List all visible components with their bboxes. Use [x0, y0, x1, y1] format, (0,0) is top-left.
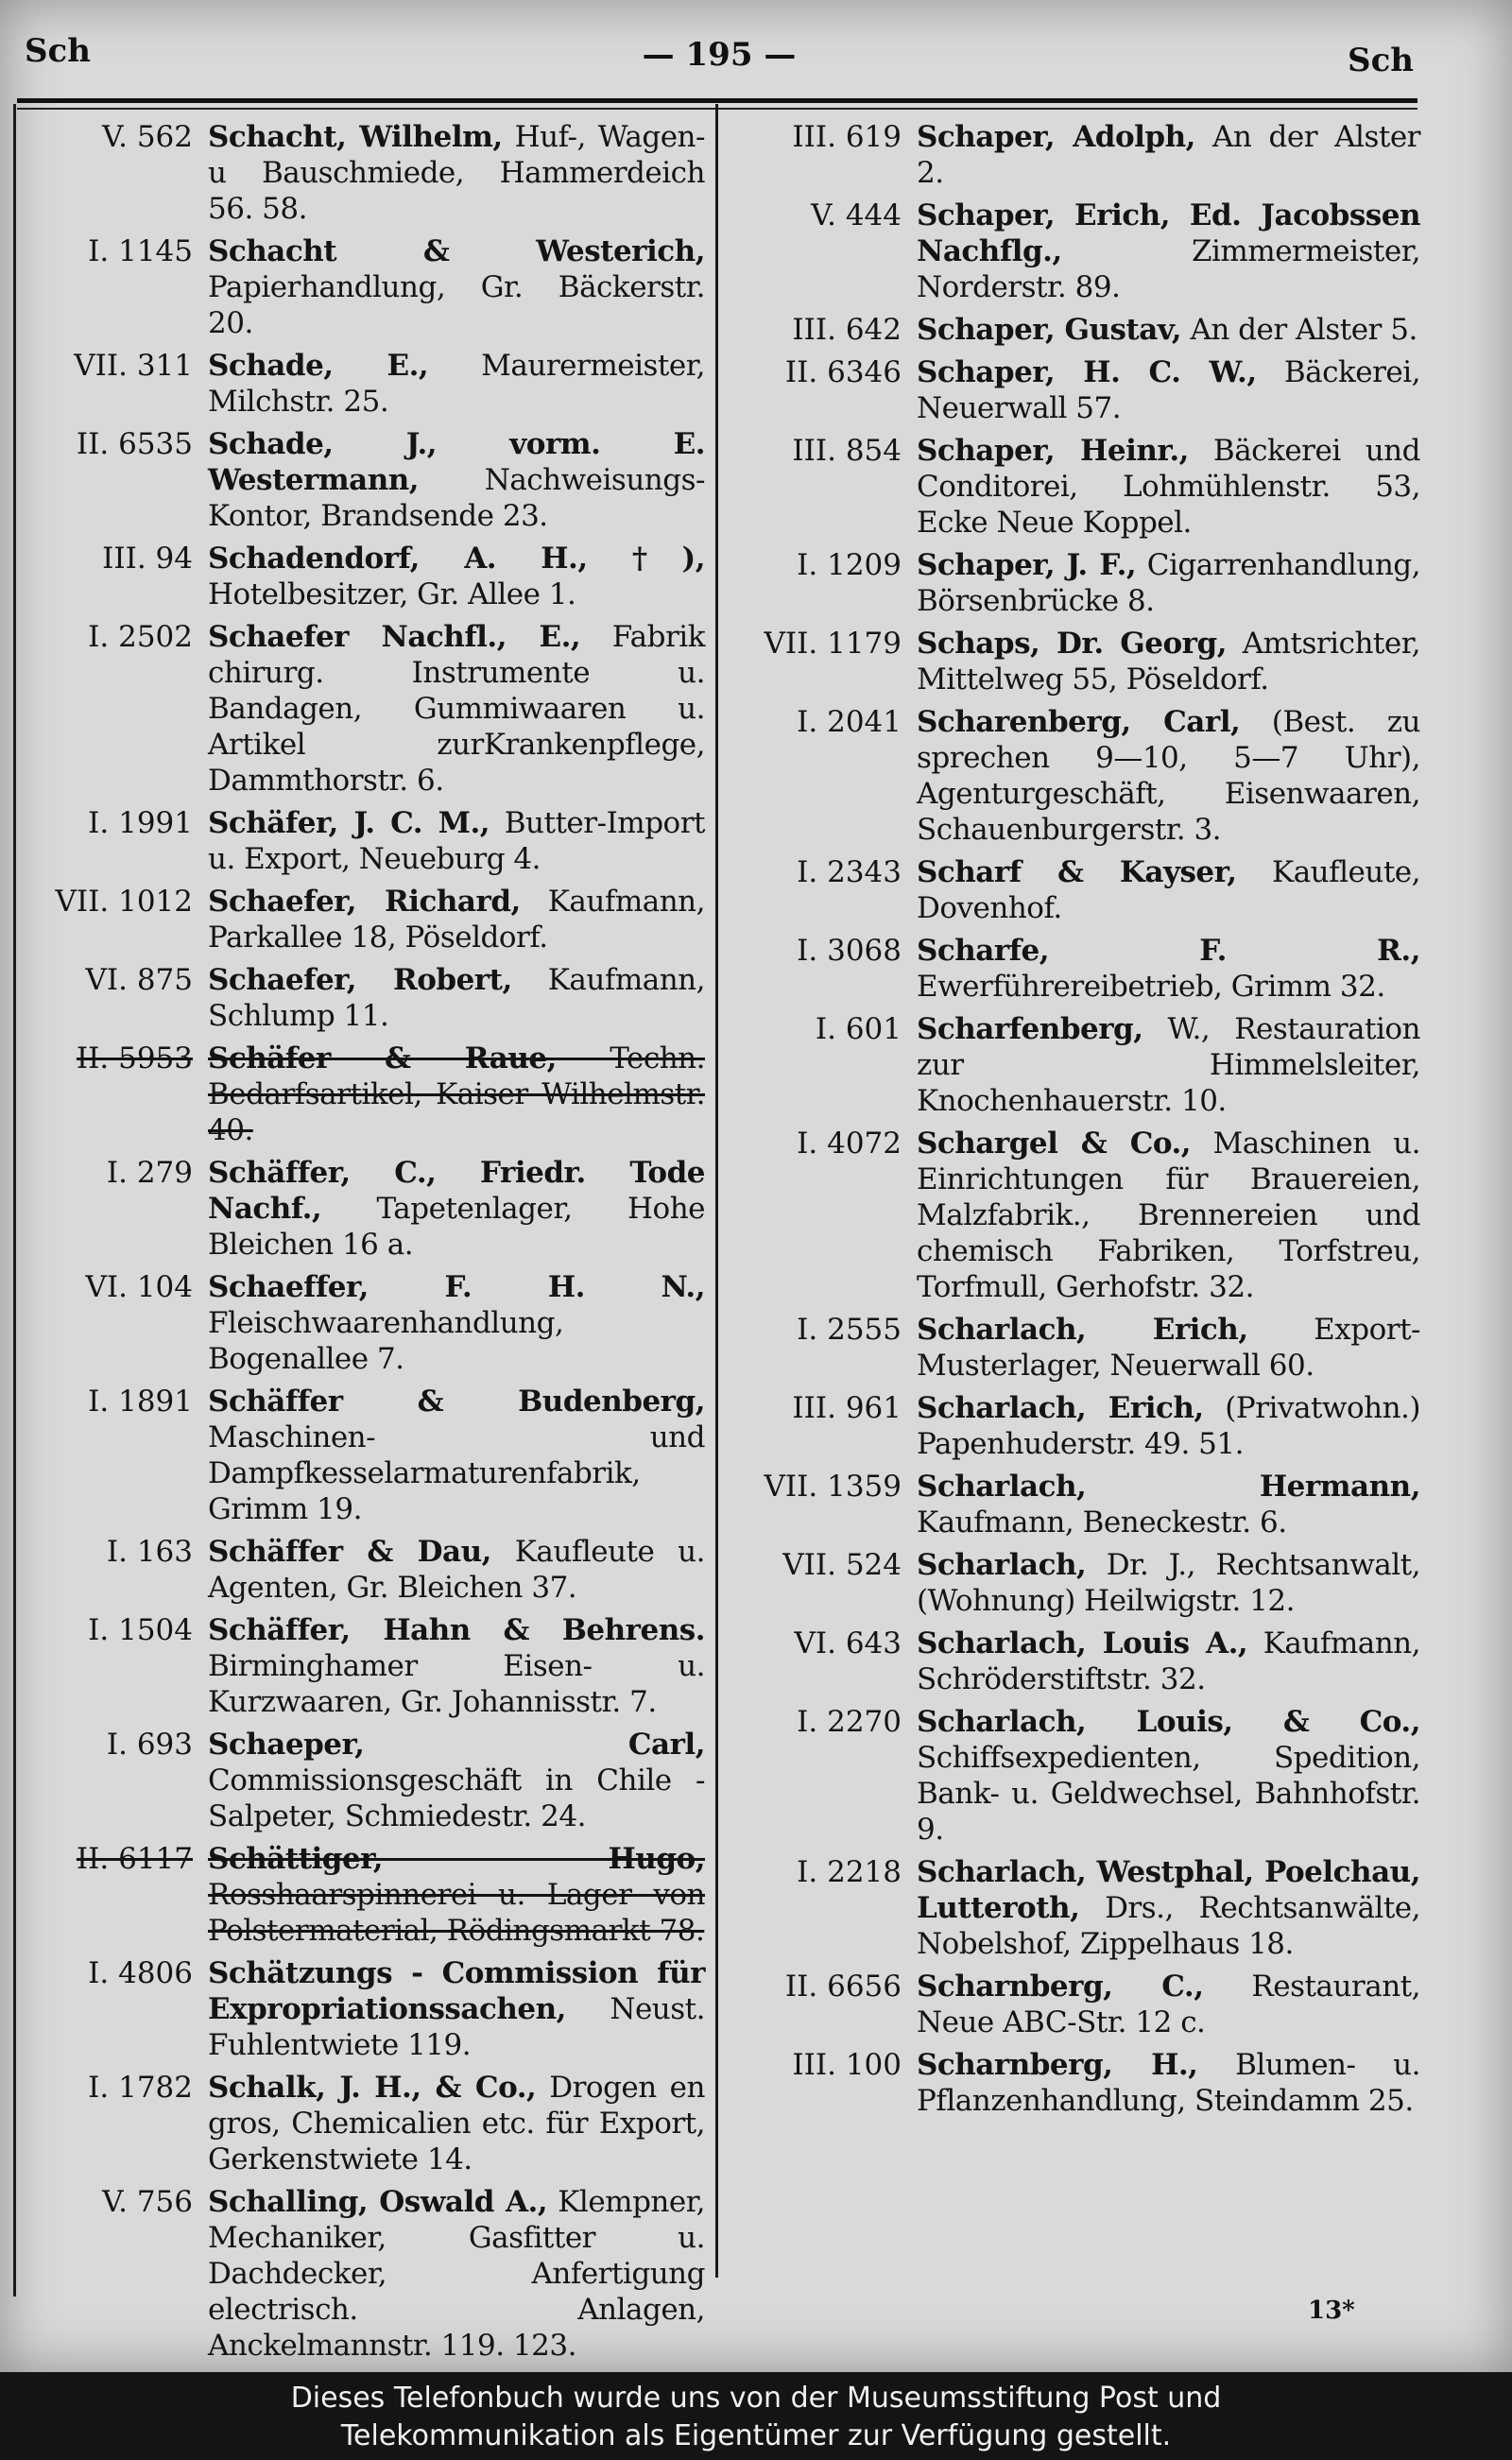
directory-entry — [17, 1612, 705, 1720]
phone-number: VI. 643 — [794, 1626, 902, 1660]
phone-number: VII. 1359 — [764, 1470, 902, 1504]
directory-entry — [17, 426, 705, 534]
entry-name: Schäfer & Raue, — [208, 1041, 557, 1075]
directory-entry — [726, 1547, 1420, 1619]
directory-entry — [17, 1384, 705, 1527]
entry-text — [917, 1969, 1420, 2040]
entry-text — [208, 541, 705, 612]
entry-text — [917, 2047, 1420, 2119]
page-header — [25, 28, 1414, 79]
signature-mark: 13* — [1308, 2297, 1355, 2325]
phone-number: V. 756 — [102, 2185, 193, 2219]
header-rule — [17, 98, 1418, 103]
entry-details: Maschinen u. Einrichtungen für Brauereien, Malzfabrik., Brennereien und chemisch Fabriken, Torfstreu, Torfmull, Gerhofstr. 32. — [917, 1127, 1420, 1304]
entry-text — [917, 1126, 1420, 1305]
entry-details: Drs., Rechtsanwälte, Nobelshof, Zippelhaus 18. — [917, 1891, 1420, 1961]
entry-name: Scharlach, Erich, — [917, 1391, 1204, 1425]
entry-name: Scharlach, Erich, — [917, 1313, 1248, 1347]
entry-details: Techn. Bedarfsartikel, Kaiser Wilhelmstr. 40. — [208, 1041, 705, 1147]
phone-number: I. 1145 — [88, 234, 193, 268]
entry-name: Schacht, Wilhelm, — [208, 120, 503, 154]
entry-text — [208, 119, 705, 227]
directory-entry — [17, 1727, 705, 1834]
entry-text — [917, 1704, 1420, 1848]
entry-name: Schäffer, Hahn & Behrens. — [208, 1613, 705, 1647]
left-column — [17, 119, 705, 2372]
entry-name: Schaeffer, F. H. N., — [208, 1270, 705, 1304]
entry-text — [208, 426, 705, 534]
directory-entry — [17, 541, 705, 612]
entry-details: Maurermeister, Milchstr. 25. — [208, 349, 705, 419]
entry-details: W., Restauration zur Himmelsleiter, Knochenhauerstr. 10. — [917, 1012, 1420, 1118]
entry-text — [208, 805, 705, 877]
entry-details: Neust. Fuhlentwiete 119. — [208, 1992, 705, 2062]
footer-line-2: Telekommunikation als Eigentümer zur Verfügung gestellt. — [340, 2419, 1172, 2452]
directory-entry — [17, 2070, 705, 2177]
entry-name: Schäfer, J. C. M., — [208, 806, 490, 840]
entry-name: Schaper, Erich, Ed. Jacobssen Nachflg., — [917, 198, 1420, 268]
entry-text — [208, 1727, 705, 1834]
entry-name: Schäffer & Budenberg, — [208, 1385, 705, 1419]
entry-name: Scharlach, Louis, & Co., — [917, 1705, 1420, 1739]
header-right-keyword: Sch — [1348, 42, 1414, 79]
phone-number: I. 3068 — [797, 934, 902, 968]
entry-name: Schaper, J. F., — [917, 548, 1137, 582]
directory-entry — [17, 1155, 705, 1263]
phone-number: I. 1504 — [88, 1613, 193, 1647]
entry-name: Schaefer Nachfl., E., — [208, 620, 581, 654]
entry-details: Zimmermeister, Norderstr. 89. — [917, 234, 1420, 304]
entry-details: Ewerführereibetrieb, Grimm 32. — [917, 970, 1385, 1004]
phone-number: I. 2502 — [88, 620, 193, 654]
entry-details: Export-Musterlager, Neuerwall 60. — [917, 1313, 1420, 1383]
entry-details: Cigarrenhandlung, Börsenbrücke 8. — [917, 548, 1420, 618]
entry-name: Scharfenberg, — [917, 1012, 1143, 1046]
directory-entry — [726, 433, 1420, 541]
phone-number: I. 4806 — [88, 1956, 193, 1990]
directory-entry — [726, 1312, 1420, 1384]
phone-number: I. 163 — [106, 1535, 193, 1569]
entry-details: Kaufmann, Beneckestr. 6. — [917, 1505, 1287, 1540]
entry-details: Hotelbesitzer, Gr. Allee 1. — [208, 577, 576, 611]
phone-number: I. 279 — [106, 1156, 193, 1190]
phone-number: VII. 1179 — [764, 627, 902, 661]
entry-name: Scharenberg, Carl, — [917, 705, 1241, 739]
entry-text — [208, 1612, 705, 1720]
directory-entry — [726, 1704, 1420, 1848]
entry-details: Kaufmann, Schröderstiftstr. 32. — [917, 1626, 1420, 1696]
entry-text — [917, 1854, 1420, 1962]
phone-number: V. 562 — [102, 120, 193, 154]
entry-name: Scharnberg, C., — [917, 1970, 1204, 2004]
directory-entry — [726, 933, 1420, 1005]
entry-text — [917, 119, 1420, 191]
directory-entry — [726, 626, 1420, 697]
entry-name: Scharfe, F. R., — [917, 934, 1420, 968]
phone-number: III. 642 — [792, 313, 902, 347]
footer-line-1: Dieses Telefonbuch wurde uns von der Museumsstiftung Post und — [290, 2382, 1222, 2415]
directory-entry — [17, 119, 705, 227]
entry-details: An der Alster 5. — [1181, 313, 1418, 347]
directory-entry — [17, 1269, 705, 1377]
entry-text — [208, 2070, 705, 2177]
phone-number: II. 6535 — [76, 427, 193, 461]
phone-number: II. 6117 — [76, 1842, 193, 1876]
entry-name: Scharlach, Hermann, — [917, 1470, 1420, 1504]
phone-number: I. 1209 — [797, 548, 902, 582]
phone-number: VII. 524 — [782, 1548, 902, 1582]
entry-details: Restaurant, Neue ABC-Str. 12 c. — [917, 1970, 1420, 2039]
entry-name: Schade, E., — [208, 349, 429, 383]
entry-text — [917, 354, 1420, 426]
directory-entry — [17, 1955, 705, 2063]
entry-name: Schaps, Dr. Georg, — [917, 627, 1227, 661]
directory-entry — [17, 1534, 705, 1606]
phone-number: I. 601 — [815, 1012, 902, 1046]
entry-text — [917, 433, 1420, 541]
entry-text — [917, 933, 1420, 1005]
phone-number: I. 4072 — [797, 1127, 902, 1161]
entry-details: Rosshaarspinnerei u. Lager von Polstermaterial, Rödingsmarkt 78. — [208, 1878, 705, 1948]
entry-text — [917, 547, 1420, 619]
entry-name: Schäffer & Dau, — [208, 1535, 491, 1569]
entry-text — [208, 1841, 705, 1949]
directory-entry — [17, 233, 705, 341]
phone-number: II. 6656 — [784, 1970, 902, 2004]
entry-details: Kaufleute u. Agenten, Gr. Bleichen 37. — [208, 1535, 705, 1605]
directory-entry — [17, 1041, 705, 1148]
phone-number: I. 2343 — [797, 855, 902, 889]
directory-entry — [17, 348, 705, 420]
entry-name: Scharlach, — [917, 1548, 1087, 1582]
directory-entry — [726, 354, 1420, 426]
entry-details: Butter-Import u. Export, Neueburg 4. — [208, 806, 705, 876]
directory-entry — [726, 198, 1420, 305]
directory-entry — [17, 1841, 705, 1949]
entry-details: Nachweisungs-Kontor, Brandsende 23. — [208, 463, 705, 533]
entry-details: Schiffsexpedienten, Spedition, Bank- u. Geldwechsel, Bahnhofstr. 9. — [917, 1741, 1420, 1847]
column-divider — [715, 104, 718, 2278]
entry-name: Scharf & Kayser, — [917, 855, 1237, 889]
phone-number: III. 94 — [102, 542, 193, 576]
entry-details: Drogen en gros, Chemicalien etc. für Export, Gerkenstwiete 14. — [208, 2071, 705, 2176]
directory-entry — [726, 547, 1420, 619]
directory-entry — [726, 1126, 1420, 1305]
entry-name: Schaper, Gustav, — [917, 313, 1182, 347]
page-number: — 195 — — [642, 36, 797, 74]
entry-text — [917, 704, 1420, 848]
entry-name: Schalling, Oswald A., — [208, 2185, 548, 2219]
phone-number: II. 5953 — [76, 1041, 193, 1075]
entry-details: Amtsrichter, Mittelweg 55, Pöseldorf. — [917, 627, 1420, 697]
entry-text — [917, 1390, 1420, 1462]
entry-details: Kaufleute, Dovenhof. — [917, 855, 1420, 925]
entry-name: Schaefer, Robert, — [208, 963, 512, 997]
entry-details: Fabrik chirurg. Instrumente u. Bandagen, Gummiwaaren u. Artikel zurKrankenpflege, Dammthorstr. 6. — [208, 620, 705, 798]
phone-number: I. 2218 — [797, 1855, 902, 1889]
phone-number: I. 1991 — [88, 806, 193, 840]
entry-details: Commissionsgeschäft in Chile - Salpeter, Schmiedestr. 24. — [208, 1763, 705, 1833]
footer-notice — [0, 2372, 1512, 2460]
entry-text — [208, 1269, 705, 1377]
directory-entry — [17, 805, 705, 877]
entry-details: Maschinen- und Dampfkesselarmaturenfabrik, Grimm 19. — [208, 1420, 705, 1526]
entry-text — [917, 1626, 1420, 1697]
entry-name: Schaefer, Richard, — [208, 885, 521, 919]
entry-name: Schargel & Co., — [917, 1127, 1192, 1161]
entry-details: Papierhandlung, Gr. Bäckerstr. 20. — [208, 270, 705, 340]
phone-number: I. 2041 — [797, 705, 902, 739]
phone-number: III. 961 — [792, 1391, 902, 1425]
entry-text — [208, 1534, 705, 1606]
phone-number: I. 1782 — [88, 2071, 193, 2105]
entry-name: Schade, J., vorm. E. Westermann, — [208, 427, 705, 497]
entry-details: Tapetenlager, Hohe Bleichen 16 a. — [208, 1192, 705, 1262]
entry-details: Kaufmann, Parkallee 18, Pöseldorf. — [208, 885, 705, 955]
directory-entry — [17, 962, 705, 1034]
directory-entry — [726, 1854, 1420, 1962]
entry-name: Schaeper, Carl, — [208, 1728, 705, 1762]
entry-text — [208, 619, 705, 799]
phone-number: VII. 311 — [74, 349, 193, 383]
entry-name: Schäffer, C., Friedr. Tode Nachf., — [208, 1156, 705, 1226]
entry-text — [208, 233, 705, 341]
entry-name: Schacht & Westerich, — [208, 234, 705, 268]
entry-details: Bäckerei, Neuerwall 57. — [917, 355, 1421, 425]
phone-number: I. 1891 — [88, 1385, 193, 1419]
phone-number: I. 2270 — [797, 1705, 902, 1739]
entry-text — [917, 1469, 1420, 1540]
entry-text — [917, 626, 1420, 697]
right-column — [726, 119, 1420, 2125]
entry-name: Schätzungs - Commission für Expropriationssachen, — [208, 1956, 705, 2026]
entry-details: Kaufmann, Schlump 11. — [208, 963, 705, 1033]
entry-text — [208, 348, 705, 420]
entry-details: Birminghamer Eisen- u. Kurzwaaren, Gr. Johannisstr. 7. — [208, 1649, 705, 1719]
entry-text — [208, 2184, 705, 2364]
directory-entry — [17, 2184, 705, 2364]
phone-number: V. 444 — [811, 198, 902, 232]
header-left-keyword: Sch — [25, 32, 91, 70]
left-border-rule — [13, 104, 16, 2297]
entry-name: Schaper, H. C. W., — [917, 355, 1257, 389]
phone-number: III. 100 — [792, 2048, 902, 2082]
entry-name: Schättiger, Hugo, — [208, 1842, 705, 1876]
directory-entry — [726, 1469, 1420, 1540]
phone-number: I. 693 — [106, 1728, 193, 1762]
entry-details: Bäckerei und Conditorei, Lohmühlenstr. 53, Ecke Neue Koppel. — [917, 434, 1420, 540]
directory-entry — [726, 1011, 1420, 1119]
entry-name: Scharlach, Louis A., — [917, 1626, 1248, 1660]
entry-details: Fleischwaarenhandlung, Bogenallee 7. — [208, 1306, 564, 1376]
entry-text — [208, 884, 705, 955]
entry-details: Blumen- u. Pflanzenhandlung, Steindamm 25. — [917, 2048, 1420, 2118]
directory-entry — [726, 1969, 1420, 2040]
phone-number: III. 619 — [792, 120, 902, 154]
entry-text — [208, 1155, 705, 1263]
directory-entry — [726, 704, 1420, 848]
entry-text — [917, 198, 1420, 305]
entry-name: Scharlach, Westphal, Poelchau, Lutteroth, — [917, 1855, 1420, 1925]
entry-name: Scharnberg, H., — [917, 2048, 1198, 2082]
directory-entry — [726, 854, 1420, 926]
entry-text — [208, 1384, 705, 1527]
entry-details: (Best. zu sprechen 9—10, 5—7 Uhr), Agenturgeschäft, Eisenwaaren, Schauenburgerstr. 3. — [917, 705, 1420, 847]
directory-entry — [726, 119, 1420, 191]
entry-text — [917, 312, 1420, 348]
directory-entry — [726, 312, 1420, 348]
phone-number: II. 6346 — [784, 355, 902, 389]
entry-text — [917, 1547, 1420, 1619]
entry-name: Schalk, J. H., & Co., — [208, 2071, 537, 2105]
directory-entry — [726, 1390, 1420, 1462]
entry-name: Schadendorf, A. H., †), — [208, 542, 705, 576]
entry-name: Schaper, Heinr., — [917, 434, 1189, 468]
phone-number: VI. 104 — [85, 1270, 193, 1304]
phone-number: III. 854 — [792, 434, 902, 468]
entry-text — [917, 1312, 1420, 1384]
entry-text — [917, 854, 1420, 926]
entry-text — [208, 1041, 705, 1148]
entry-text — [208, 962, 705, 1034]
entry-details: Klempner, Mechaniker, Gasfitter u. Dachdecker, Anfertigung electrisch. Anlagen, Anckelmannstr. 119. 123. — [208, 2185, 705, 2363]
entry-name: Schaper, Adolph, — [917, 120, 1195, 154]
phone-number: VII. 1012 — [55, 885, 193, 919]
phone-number: VI. 875 — [85, 963, 193, 997]
directory-entry — [726, 2047, 1420, 2119]
directory-entry — [726, 1626, 1420, 1697]
entry-details: Huf-, Wagen- u Bauschmiede, Hammerdeich 56. 58. — [208, 120, 705, 226]
entry-details: An der Alster 2. — [917, 120, 1420, 190]
entry-text — [917, 1011, 1420, 1119]
directory-entry — [17, 884, 705, 955]
entry-details: (Privatwohn.) Papenhuderstr. 49. 51. — [917, 1391, 1420, 1461]
entry-details: Dr. J., Rechtsanwalt, (Wohnung) Heilwigstr. 12. — [917, 1548, 1420, 1618]
entry-text — [208, 1955, 705, 2063]
directory-entry — [17, 619, 705, 799]
phone-number: I. 2555 — [797, 1313, 902, 1347]
